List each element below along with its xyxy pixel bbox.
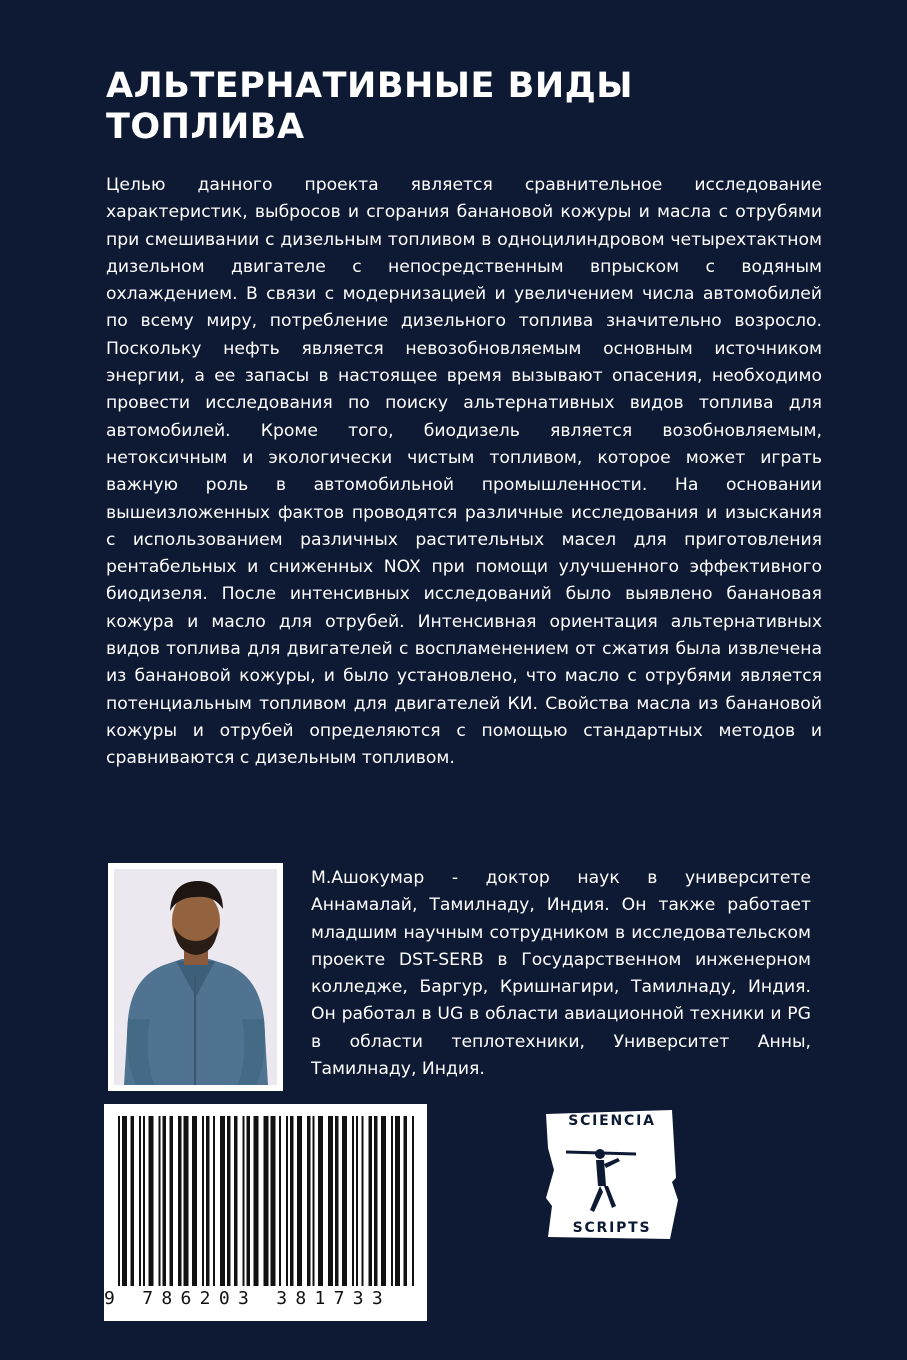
barcode-bar xyxy=(369,1116,373,1286)
barcode-bar xyxy=(313,1116,315,1286)
barcode-bar xyxy=(202,1116,204,1286)
barcode-bar xyxy=(362,1116,364,1286)
barcode-bar xyxy=(247,1116,251,1286)
author-bio: М.Ашокумар - доктор наук в университете Аннамалай, Тамилнаду, Индия. Он также работает младшим научным сотрудником в исследовательском проекте DST-SERB в Государственном инженерном колледже, Баргур, Кришнагири, Тамилнаду, Индия. Он работал в UG в области авиационной техники и PG в области теплотехники, Университет Анны, Тамилнаду, Индия. xyxy=(311,868,811,1080)
barcode-bar xyxy=(163,1116,167,1286)
barcode-bar xyxy=(374,1116,378,1286)
barcode-bar xyxy=(178,1116,182,1286)
barcode-bar xyxy=(254,1116,259,1286)
barcode-bar xyxy=(271,1116,276,1286)
barcode-bar xyxy=(286,1116,288,1286)
book-title: АЛЬТЕРНАТИВНЫЕ ВИДЫ ТОПЛИВА xyxy=(106,66,634,147)
author-photo xyxy=(108,863,283,1091)
barcode-bar xyxy=(220,1116,225,1286)
barcode-bar xyxy=(118,1116,120,1286)
barcode-bar xyxy=(184,1116,189,1286)
barcode-bar xyxy=(227,1116,231,1286)
barcode-bar xyxy=(342,1116,347,1286)
barcode-bar xyxy=(328,1116,333,1286)
barcode-bar xyxy=(122,1116,127,1286)
barcode-bar xyxy=(149,1116,154,1286)
logo-bottom-text: SCRIPTS xyxy=(572,1220,652,1236)
barcode-bar xyxy=(192,1116,197,1286)
barcode-bar xyxy=(307,1116,311,1286)
barcode-bar xyxy=(412,1116,414,1286)
book-abstract: Целью данного проекта является сравнительное исследование характеристик, выбросов и сгорания банановой кожуры и масла с отрубями при смешивании с дизельным топливом в одноцилиндровом четырехтактном дизельном двигателе с непосредственным впрыском с водяным охлаждением. В связи с модернизацией и увеличением числа автомобилей по всему миру, потребление дизельного топлива значительно возросло. Поскольку нефть является невозобновляемым основным источником энергии, а ее запасы в настоящее время вызывают опасения, необходимо провести исследования по поиску альтернативных видов топлива для автомобилей. Кроме того, биодизель является возобновляемым, нетоксичным и экологически чистым топливом, которое может играть важную роль в автомобильной промышленности. На основании вышеизложенных фактов проводятся различные исследования и изыскания с использованием различных растительных масел для приготовления рентабельных и сниженных NOX при помощи улучшенного эффективного биодизеля. После интенсивных исследований было выявлено банановая кожура и масло для отрубей. Интенсивная ориентация альтернативных видов топлива для двигателей с воспламенением от сжатия была извлечена из банановой кожуры, и было установлено, что масло с отрубями является потенциальным топливом для двигателей КИ. Свойства масла из банановой кожуры и отрубей определяются с помощью стандартных методов и сравниваются с дизельным топливом. xyxy=(106,175,822,769)
author-portrait-icon xyxy=(114,869,277,1085)
barcode-bar xyxy=(356,1116,358,1286)
barcode-bar xyxy=(335,1116,339,1286)
barcode-bar xyxy=(404,1116,408,1286)
barcode-bar xyxy=(391,1116,393,1286)
barcode-bar xyxy=(264,1116,269,1286)
barcode-bar xyxy=(213,1116,215,1286)
barcode-bar xyxy=(279,1116,281,1286)
barcode-bars xyxy=(104,1104,427,1294)
logo-top-text: SCIENCIA xyxy=(568,1113,656,1129)
barcode-bar xyxy=(318,1116,323,1286)
barcode-bar xyxy=(206,1116,210,1286)
barcode-bar xyxy=(290,1116,294,1286)
barcode-bar xyxy=(381,1116,386,1286)
barcode-bar xyxy=(139,1116,141,1286)
barcode-bar xyxy=(143,1116,145,1286)
barcode-bar xyxy=(352,1116,354,1286)
barcode-bar xyxy=(234,1116,238,1286)
barcode-bar xyxy=(159,1116,161,1286)
barcode-bar xyxy=(297,1116,302,1286)
isbn-barcode xyxy=(104,1104,427,1321)
isbn-number: 9 786203 381733 xyxy=(104,1288,392,1309)
barcode-bar xyxy=(131,1116,135,1286)
publisher-logo xyxy=(544,1108,680,1241)
barcode-bar xyxy=(243,1116,245,1286)
barcode-bar xyxy=(395,1116,400,1286)
barcode-bar xyxy=(170,1116,174,1286)
